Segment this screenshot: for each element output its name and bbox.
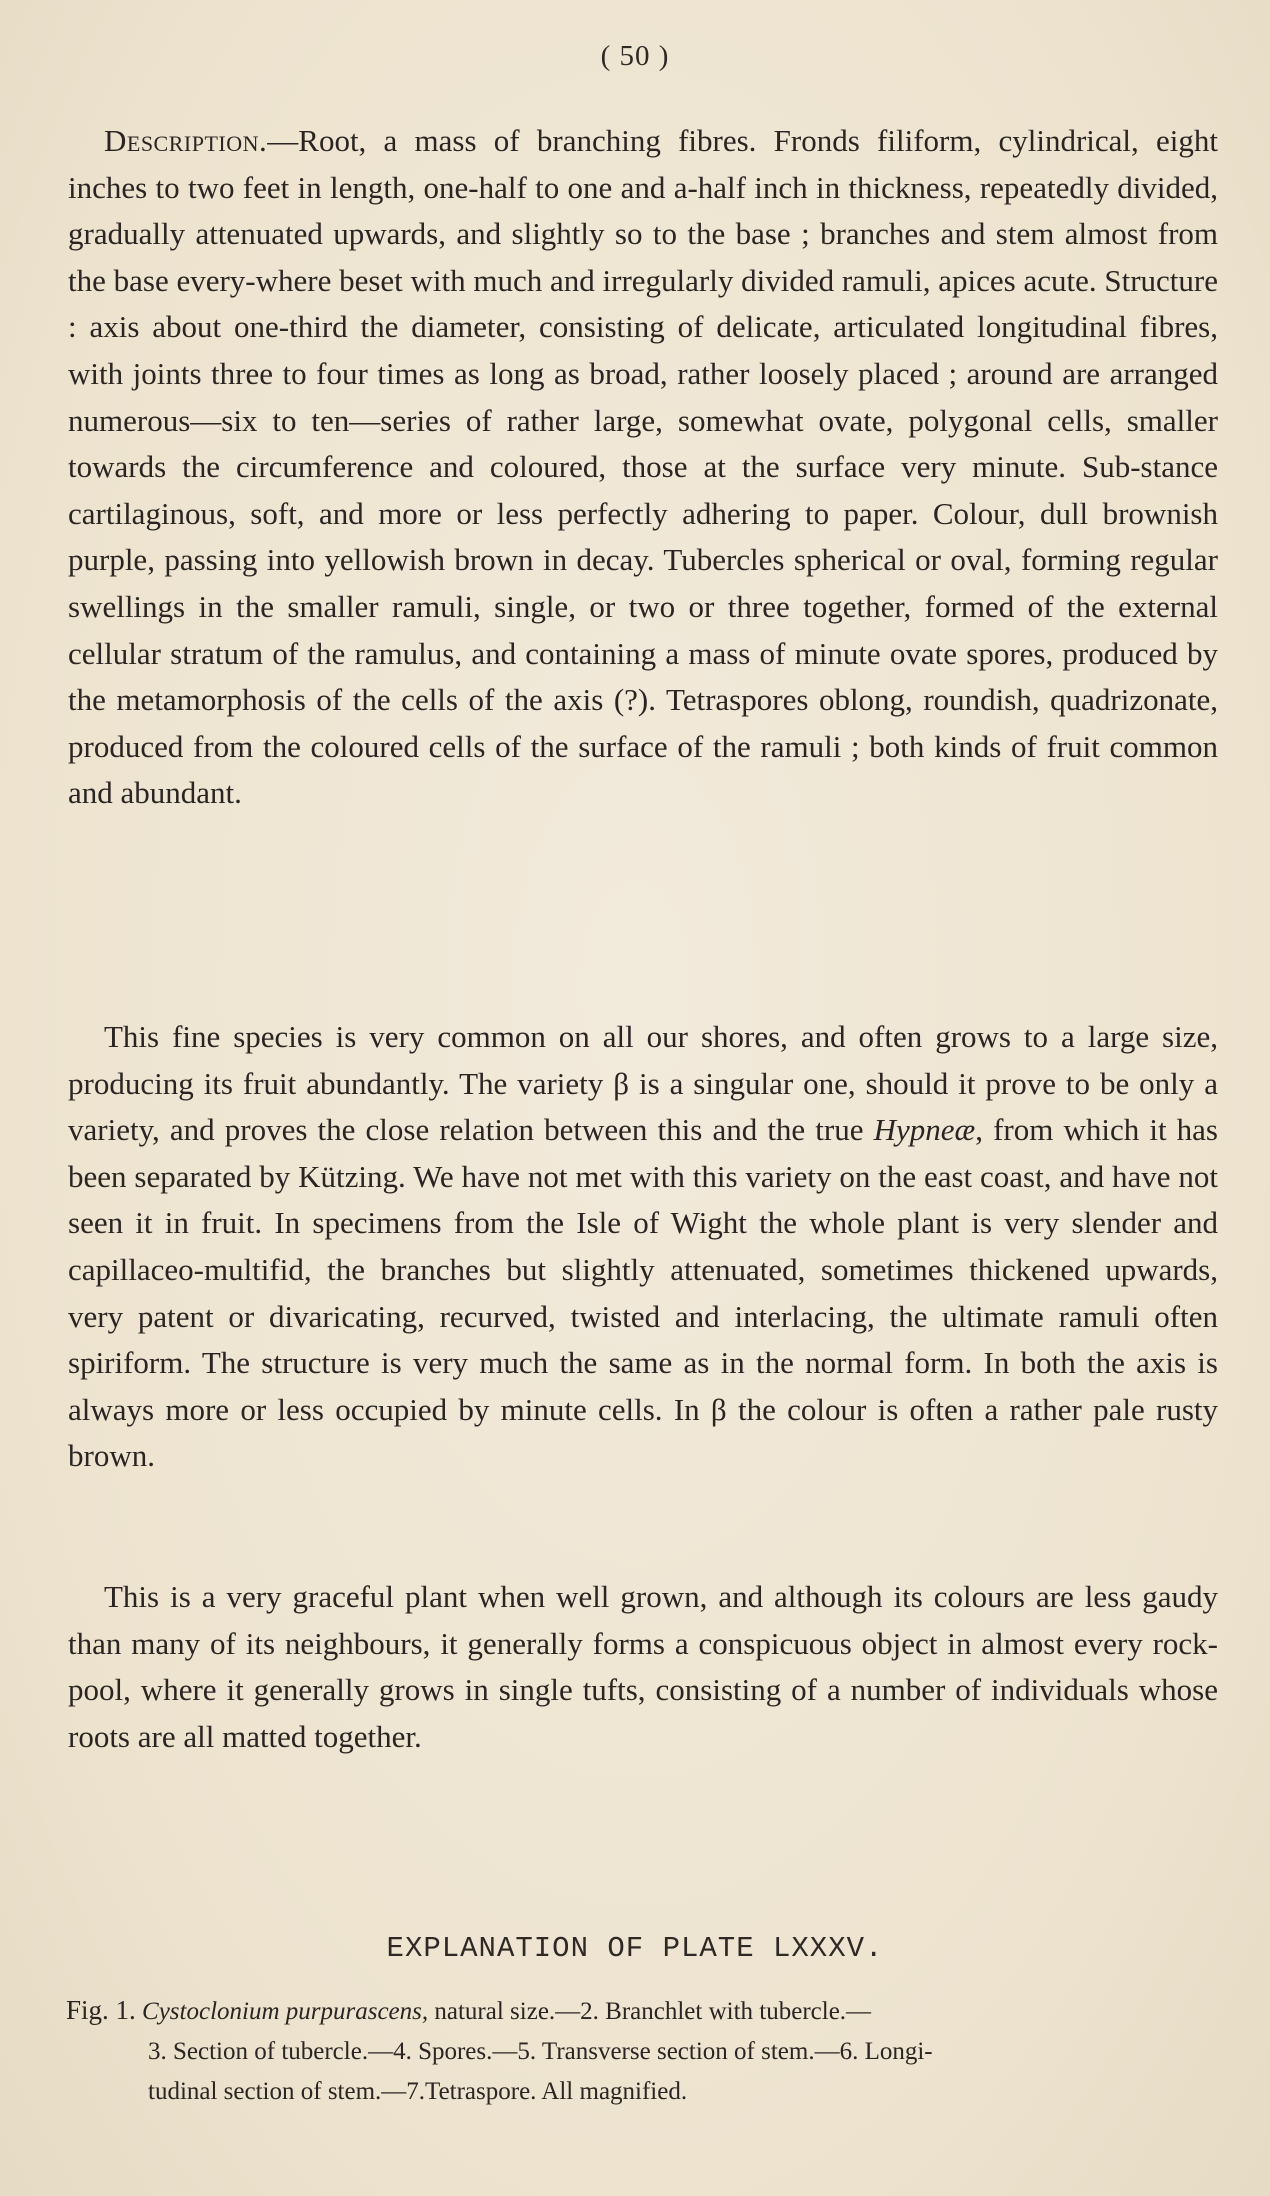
- explanation-line-1: natural size.—2. Branchlet with tubercle.—: [428, 1998, 872, 2025]
- explanation-line-3: tudinal section of stem.—7.Tetraspore. All magnified.: [148, 2078, 688, 2105]
- paragraph-1-text-b: , from which it has been separated by Kützing. We have not met with this variety on the east coast, and have not seen it in fruit. In specimens from the Isle of Wight the whole plant is very slender and capillaceo-multifid, the branches but slightly attenuated, sometimes thickened upwards, very patent or divaricating, recurved, twisted and interlacing, the ultimate ramuli often spiriform. The structure is very much the same as in the normal form. In both the axis is always more or less occupied by minute cells. In β the colour is often a rather pale rusty brown.: [68, 1112, 1218, 1474]
- genus-name-italic: Hypneæ: [873, 1112, 976, 1148]
- figure-label: Fig. 1.: [66, 1995, 136, 2025]
- body-paragraph-variety: [68, 1014, 1218, 1480]
- page-number: ( 50 ): [600, 40, 670, 72]
- paragraph-2-text: This is a very graceful plant when well grown, and although its colours are less gaudy than many of its neighbours, it generally forms a conspicuous object in almost every rock-pool, where it generally grows in single tufts, consisting of a number of individuals whose roots are all matted together.: [68, 1579, 1218, 1754]
- species-name-italic: Cystoclonium purpurascens,: [142, 1998, 429, 2025]
- body-paragraph-habitat: [68, 1574, 1218, 1760]
- description-text: —Root, a mass of branching fibres. Fronds filiform, cylindrical, eight inches to two feet in length, one-half to one and a-half inch in thickness, repeatedly divided, gradually attenuated upwards, and slightly so to the base ; branches and stem almost from the base every-where beset with much and irregularly divided ramuli, apices acute. Structure : axis about one-third the diameter, consisting of delicate, articulated longitudinal fibres, with joints three to four times as long as broad, rather loosely placed ; around are arranged numerous—six to ten—series of rather large, somewhat ovate, polygonal cells, smaller towards the circumference and coloured, those at the surface very minute. Sub-stance cartilaginous, soft, and more or less perfectly adhering to paper. Colour, dull brownish purple, passing into yellowish brown in decay. Tubercles spherical or oval, forming regular swellings in the smaller ramuli, single, or two or three together, formed of the external cellular stratum of the ramulus, and containing a mass of minute ovate spores, produced by the metamorphosis of the cells of the axis (?). Tetraspores oblong, roundish, quadrizonate, produced from the coloured cells of the surface of the ramuli ; both kinds of fruit common and abundant.: [68, 123, 1218, 811]
- description-heading: Description.: [104, 123, 268, 158]
- explanation-line-2: 3. Section of tubercle.—4. Spores.—5. Transverse section of stem.—6. Longi-: [148, 2038, 933, 2065]
- paragraph-1-text-a: This fine species is very common on all our shores, and often grows to a large size, producing its fruit abundantly. The variety β is a singular one, should it prove to be only a variety, and proves the close relation between this and the true: [68, 1019, 1218, 1148]
- description-paragraph: [68, 118, 1218, 817]
- plate-explanation-title: EXPLANATION OF PLATE LXXXV.: [386, 1932, 884, 1965]
- plate-explanation-body: [66, 1990, 1218, 2112]
